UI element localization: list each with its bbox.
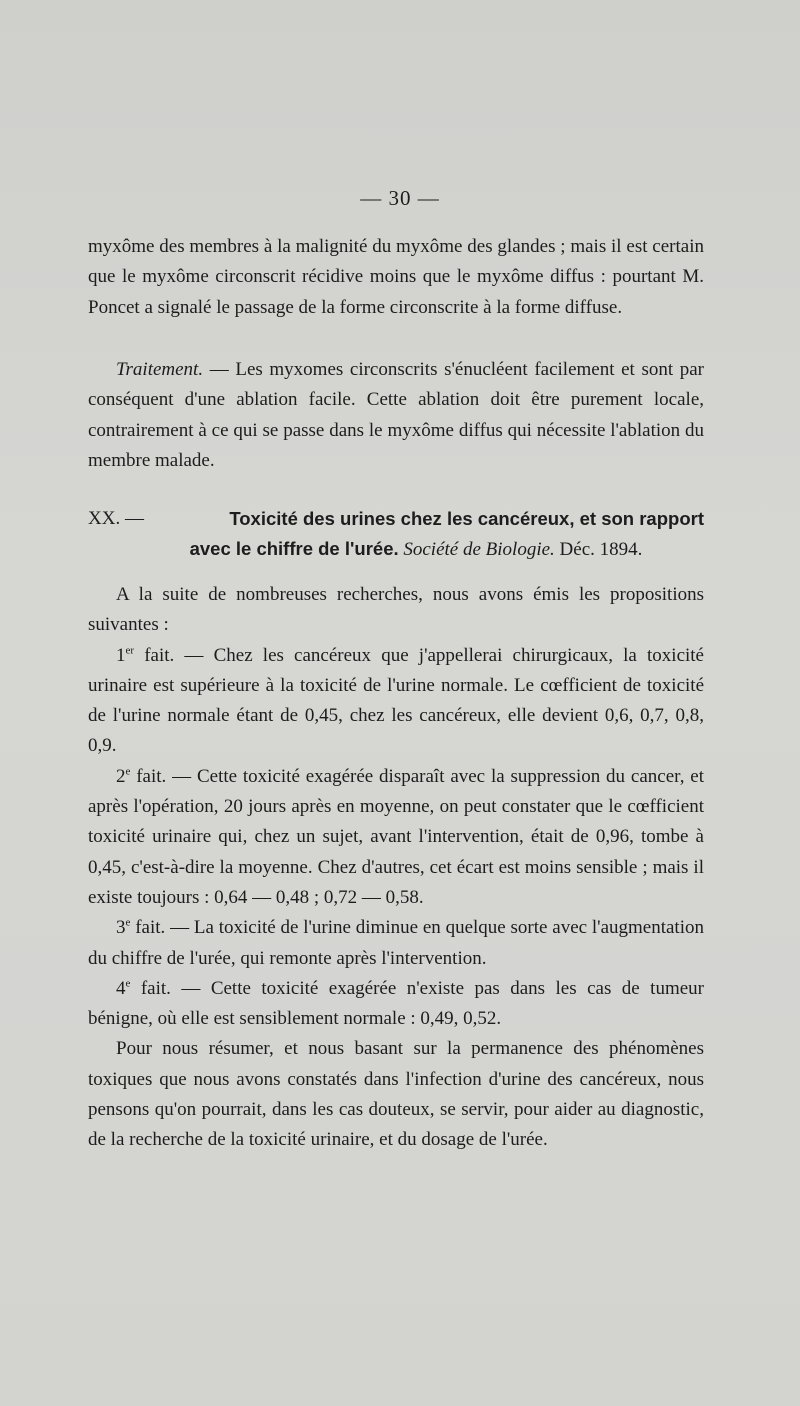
conclusion-paragraph: Pour nous résumer, et nous basant sur la permanence des phénomènes toxiques que nous avons constatés dans l'infection d'urine des cancéreux, nous pensons qu'on pourrait, dans les cas douteux, se servir, pour aider au diagnostic, de la recherche de la toxicité urinaire, et du dosage de l'urée. (88, 1038, 704, 1151)
traitement-text: — Les myxomes circonscrits s'énucléent facilement et sont par conséquent d'une ablation facile. Cette ablation doit être purement locale, contrairement à ce qui se passe dans le myxôme diffus qui nécessite l'ablation du membre malade. (88, 359, 704, 471)
paragraph-text: myxôme des membres à la malignité du myxôme des glandes ; mais il est certain que le myxôme circonscrit récidive moins que le myxôme diffus : pourtant M. Poncet a signalé le passage de la forme circonscrite à la forme diffuse. (88, 236, 704, 318)
page-number: — 30 — (360, 186, 440, 210)
traitement-paragraph (88, 355, 704, 476)
section-heading (88, 504, 704, 565)
fact-3: 3e fait. — La toxicité de l'urine diminue en quelque sorte avec l'augmentation du chiffre de l'urée, qui remonte après l'intervention. (88, 916, 704, 969)
section-title-line1: Toxicité des urines chez les cancéreux, et son rapport (229, 508, 704, 529)
fact-4: 4e fait. — Cette toxicité exagérée n'existe pas dans les cas de tumeur bénigne, où elle est sensiblement normale : 0,49, 0,52. (88, 977, 704, 1030)
fact-2: 2e fait. — Cette toxicité exagérée disparaît avec la suppression du cancer, et après l'opération, 20 jours après en moyenne, on peut constater que le cœfficient toxicité urinaire qui, chez un sujet, avant l'intervention, était de 0,96, tombe à 0,45, c'est-à-dire la moyenne. Chez d'autres, cet écart est moins sensible ; mais il existe toujours : 0,64 — 0,48 ; 0,72 — 0,58. (88, 765, 704, 908)
section-body (88, 580, 704, 1156)
fact-1: 1er fait. — Chez les cancéreux que j'appellerai chirurgicaux, la toxicité urinaire est supérieure à la toxicité de l'urine normale. Le cœfficient de toxicité de l'urine normale étant de 0,45, chez les cancéreux, elle devient 0,6, 0,7, 0,8, 0,9. (88, 644, 704, 757)
continued-paragraph (88, 232, 704, 323)
intro-paragraph: A la suite de nombreuses recherches, nous avons émis les propositions suivantes : (88, 584, 704, 636)
section-date: Déc. 1894. (559, 539, 643, 560)
section-title-line2: avec le chiffre de l'urée. (189, 538, 399, 559)
traitement-label: Traitement. (116, 359, 204, 380)
section-number: XX. — (88, 508, 144, 529)
section-source: Société de Biologie. (403, 539, 555, 560)
